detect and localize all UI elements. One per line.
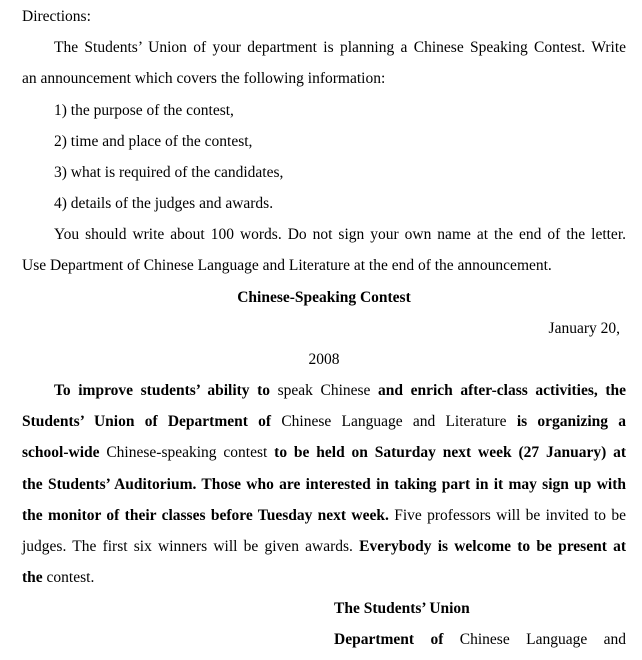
announcement-body-line-6: judges. The first six winners will be given awards. Everybody is welcome to be present at [22, 538, 626, 555]
announcement-body-line-2: Students’ Union of Department of Chinese Language and Literature is organizing a [22, 413, 626, 430]
directions-item-4: 4) details of the judges and awards. [54, 195, 274, 212]
announcement-title: Chinese-Speaking Contest [237, 289, 411, 306]
announcement-date-part-2: 2008 [308, 351, 340, 368]
directions-item-3: 3) what is required of the candidates, [54, 164, 284, 181]
directions-note-line-1: You should write about 100 words. Do not sign your own name at the end of the letter. [54, 226, 626, 243]
directions-intro-line-2: an announcement which covers the following information: [22, 70, 386, 87]
announcement-body-line-7: the contest. [22, 569, 95, 586]
signature-org: The Students’ Union [334, 600, 470, 617]
announcement-body-line-4: the Students’ Auditorium. Those who are interested in taking part in it may sign up with [22, 476, 626, 493]
signature-dept: Department of Chinese Language and [334, 631, 626, 648]
announcement-date-part-1: January 20, [548, 320, 620, 337]
announcement-body-line-3: school-wide Chinese-speaking contest to be held on Saturday next week (27 January) at [22, 444, 626, 461]
directions-heading: Directions: [22, 8, 91, 25]
directions-intro-line-1: The Students’ Union of your department is planning a Chinese Speaking Contest. Write [54, 39, 626, 56]
directions-item-2: 2) time and place of the contest, [54, 133, 253, 150]
announcement-body-line-1: To improve students’ ability to speak Chinese and enrich after-class activities, the [54, 382, 626, 399]
announcement-body-line-5: the monitor of their classes before Tuesday next week. Five professors will be invited to be [22, 507, 626, 524]
directions-note-line-2: Use Department of Chinese Language and Literature at the end of the announcement. [22, 257, 552, 274]
directions-item-1: 1) the purpose of the contest, [54, 102, 234, 119]
